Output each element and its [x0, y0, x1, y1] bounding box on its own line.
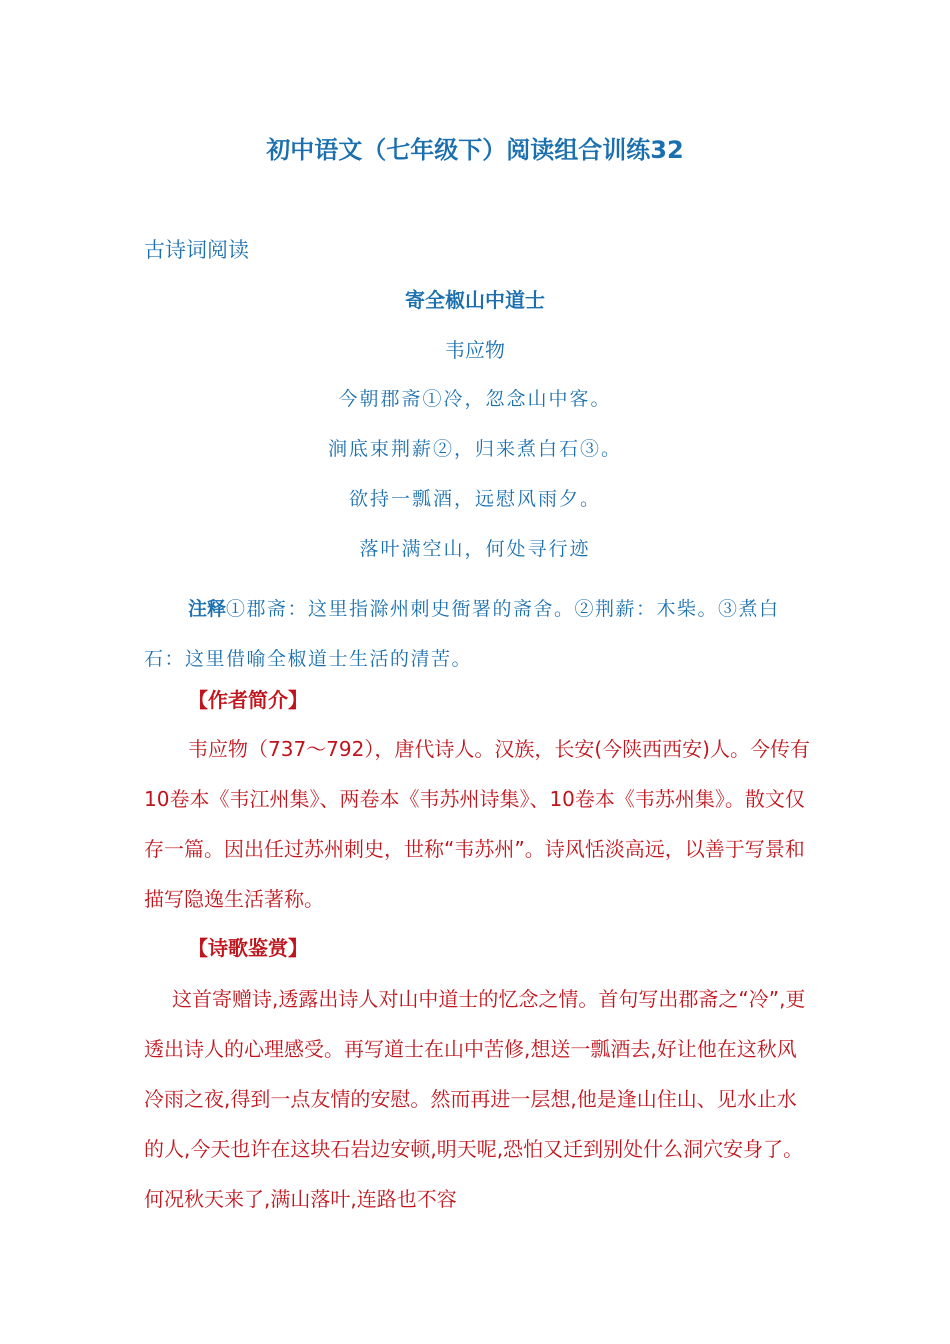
poem-title: 寄全椒山中道士 [405, 288, 545, 312]
section-label: 古诗词阅读 [144, 238, 249, 262]
poem-line: 今朝郡斋①冷，忽念山中客。 [338, 388, 612, 410]
poem-line: 落叶满空山，何处寻行迹 [359, 538, 591, 560]
poem-line: 欲持一瓢酒，远慰风雨夕。 [348, 488, 601, 510]
author-intro-text: 韦应物（737～792），唐代诗人。汉族，长安(今陕西西安)人。今传有10卷本《韦江州集》、两卷本《韦苏州诗集》、10卷本《韦苏州集》。散文仅存一篇。因出任过苏州刺史，世称“韦苏州”。诗风恬淡高远，以善于写景和描写隐逸生活著称。 [144, 737, 810, 911]
poem-author: 韦应物 [445, 338, 505, 362]
poem-line: 涧底束荆薪②，归来煮白石③。 [327, 438, 622, 460]
author-intro-heading: 【作者简介】 [188, 688, 308, 712]
appreciation-heading: 【诗歌鉴赏】 [188, 936, 308, 960]
notes-label: 注释 [188, 598, 227, 620]
poem-notes [144, 584, 814, 684]
document-title: 初中语文（七年级下）阅读组合训练32 [266, 136, 684, 164]
appreciation-text: 这首寄赠诗,透露出诗人对山中道士的忆念之情。首句写出郡斋之“冷”,更透出诗人的心理感受。再写道士在山中苦修,想送一瓢酒去,好让他在这秋风冷雨之夜,得到一点友情的安慰。然而再进一层想,他是逢山住山、见水止水的人,今天也许在这块石岩边安顿,明天呢,恐怕又迁到别处什么洞穴安身了。何况秋天来了,满山落叶,连路也不容 [144, 987, 806, 1211]
notes-text: ①郡斋：这里指滁州刺史衙署的斋舍。②荆薪：木柴。③煮白石：这里借喻全椒道士生活的清苦。 [144, 598, 780, 670]
